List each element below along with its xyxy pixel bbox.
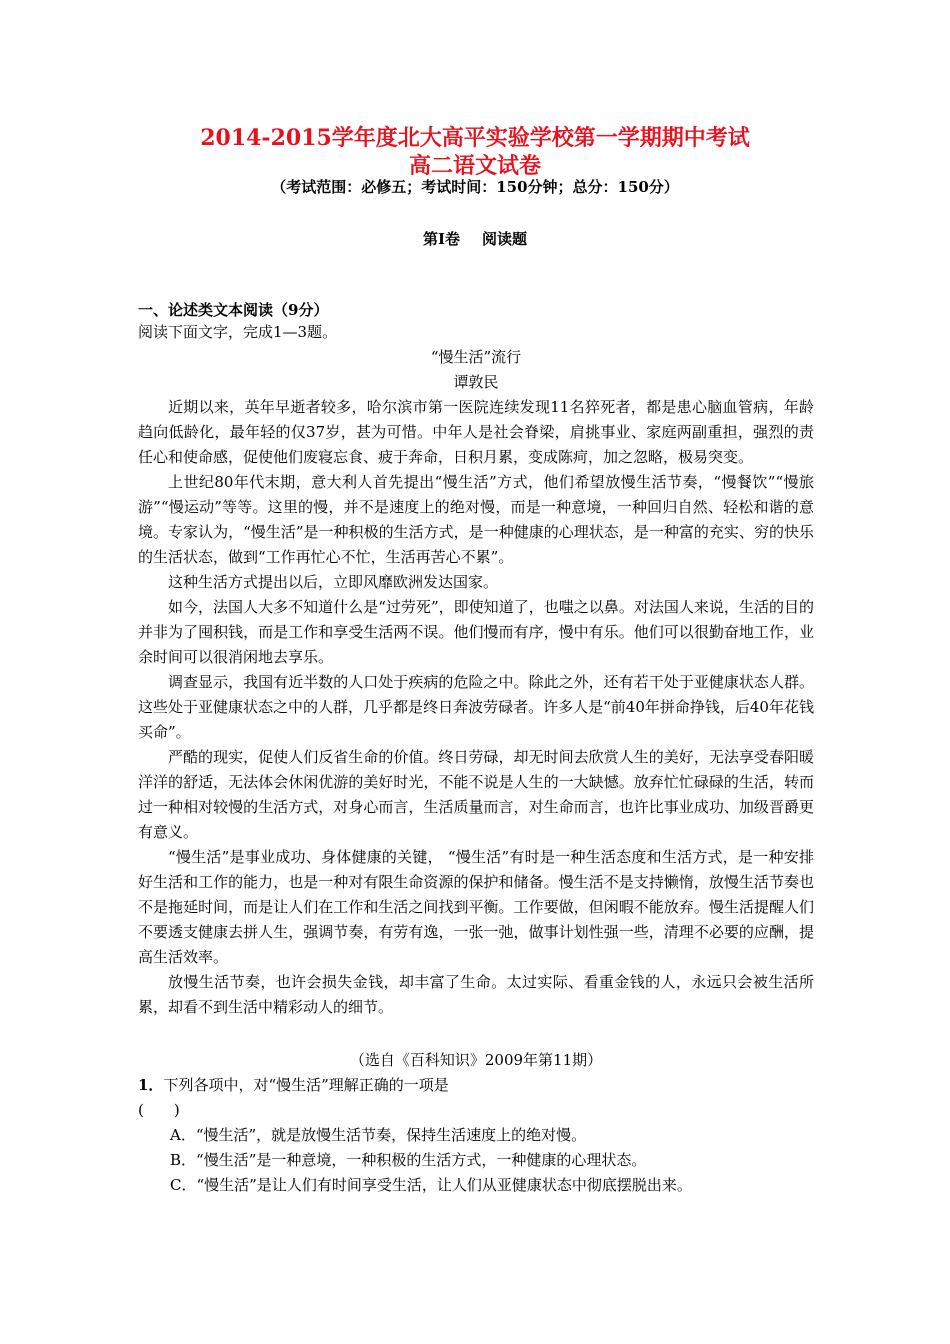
article-paragraph: 放慢生活节奏，也许会损失金钱，却丰富了生命。太过实际、看重金钱的人，永远只会被生活所累，却看不到生活中精彩动人的细节。 [138, 973, 814, 1016]
article-author: 谭敦民 [453, 373, 499, 391]
option-c: C．“慢生活”是让人们有时间享受生活，让人们从亚健康状态中彻底摆脱出来。 [170, 1176, 692, 1194]
article-paragraph: 严酷的现实，促使人们反省生命的价值。终日劳碌，却无时间去欣赏人生的美好，无法享受春阳暖洋洋的舒适，无法体会休闲优游的美好时光，不能不说是人生的一大缺憾。放弃忙忙碌碌的生活，转而过一种相对较慢的生活方式，对身心而言，生活质量而言，对生命而言，也许比事业成功、加级晋爵更有意义。 [138, 748, 814, 841]
article-paragraph: 这种生活方式提出以后，立即风靡欧洲发达国家。 [168, 573, 499, 591]
part-name: 阅读题 [482, 230, 528, 248]
question-stem: 下列各项中，对“慢生活”理解正确的一项是 [163, 1076, 449, 1094]
answer-blank: ( ) [138, 1101, 180, 1119]
article-paragraph: “慢生活”是事业成功、身体健康的关键， “慢生活”有时是一种生活态度和生活方式，是一种安排好生活和工作的能力，也是一种对有限生命资源的保护和储备。慢生活不是支持懒惰，放慢生活节奏也不是拖延时间，而是让人们在工作和生活之间找到平衡。工作要做，但闲暇不能放弃。慢生活提醒人们不要透支健康去拼人生，强调节奏，有劳有逸，一张一弛，做事计划性强一些，清理不必要的应酬，提高生活效率。 [138, 848, 814, 966]
article-paragraph: 上世纪80年代末期，意大利人首先提出“慢生活”方式，他们希望放慢生活节奏，“慢餐饮”“慢旅游”“慢运动”等等。这里的慢，并不是速度上的绝对慢，而是一种意境，一种回归自然、轻松和谐的意境。专家认为，“慢生活”是一种积极的生活方式，是一种健康的心理状态，是一种富的充实、穷的快乐的生活状态，做到“工作再忙心不忙，生活再苦心不累”。 [138, 473, 814, 566]
question-1 [138, 1073, 814, 1098]
option-b: B．“慢生活”是一种意境，一种积极的生活方式，一种健康的心理状态。 [170, 1151, 647, 1169]
article-paragraph: 如今，法国人大多不知道什么是“过劳死”，即使知道了，也嗤之以鼻。对法国人来说，生活的目的并非为了囤积钱，而是工作和享受生活两不误。他们慢而有序，慢中有乐。他们可以很勤奋地工作，业余时间可以很消闲地去享乐。 [138, 598, 814, 666]
exam-info: （考试范围：必修五；考试时间：150分钟；总分：150分） [271, 178, 679, 196]
part-heading [0, 228, 950, 249]
question-number: 1． [138, 1076, 164, 1094]
exam-subtitle: 高二语文试卷 [408, 153, 541, 179]
reading-body [138, 320, 814, 1198]
instruction-text: 阅读下面文字，完成1—3题。 [138, 323, 338, 341]
section-heading: 一、论述类文本阅读（9分） [138, 301, 329, 319]
article-paragraph: 调查显示，我国有近半数的人口处于疾病的危险之中。除此之外，还有若干处于亚健康状态人群。这些处于亚健康状态之中的人群，几乎都是终日奔波劳碌者。许多人是“前40年拼命挣钱，后40年花钱买命”。 [138, 673, 814, 741]
article-paragraph: 近期以来，英年早逝者较多，哈尔滨市第一医院连续发现11名猝死者，都是患心脑血管病，年龄趋向低龄化，最年轻的仅37岁，甚为可惜。中年人是社会脊梁，肩挑事业、家庭两副重担，强烈的责任心和使命感，促使他们废寝忘食、疲于奔命，日积月累，变成陈疴，加之忽略，极易突变。 [138, 398, 814, 466]
part-label: 第Ⅰ卷 [422, 230, 460, 248]
article-title: “慢生活”流行 [430, 348, 522, 366]
exam-title: 2014-2015学年度北大高平实验学校第一学期期中考试 [200, 125, 750, 151]
option-a: A．“慢生活”，就是放慢生活节奏，保持生活速度上的绝对慢。 [170, 1126, 587, 1144]
article-source: （选自《百科知识》2009年第11期） [349, 1051, 603, 1069]
